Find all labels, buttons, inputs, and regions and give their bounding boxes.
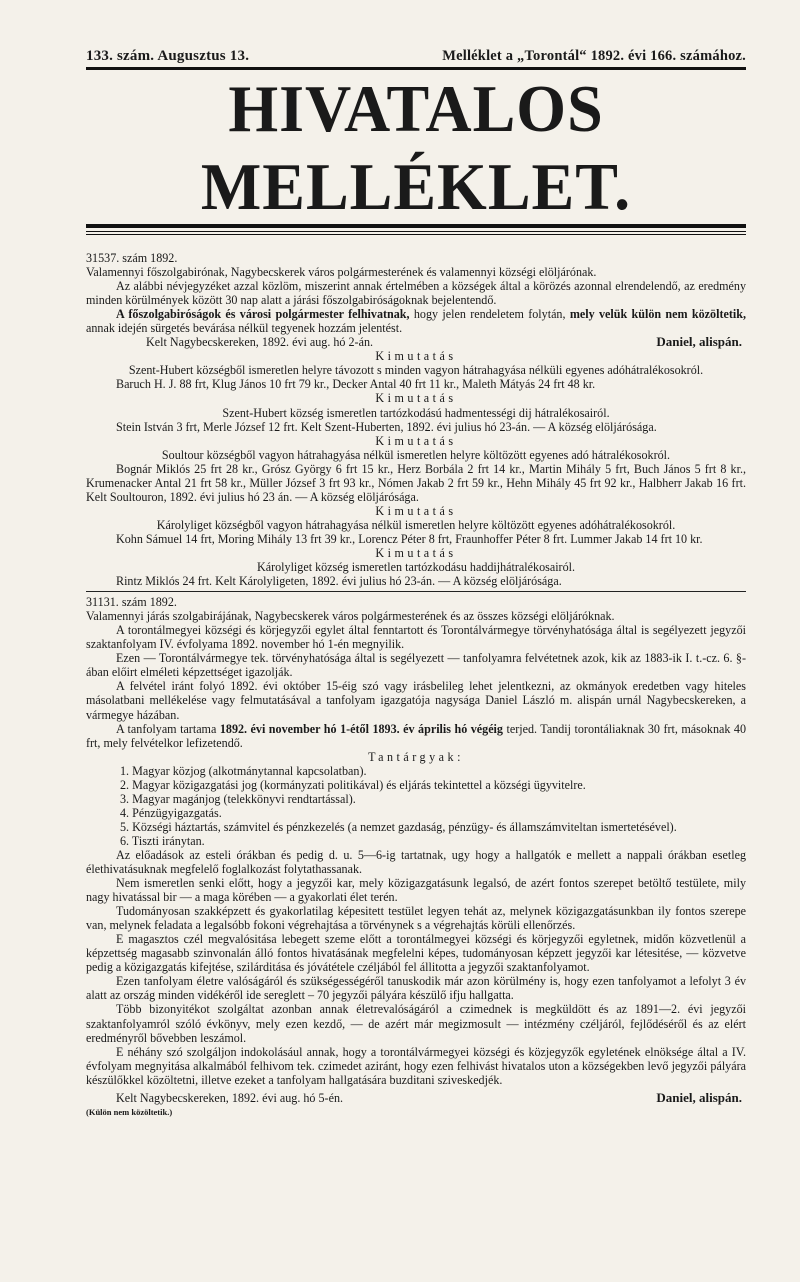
notice-paragraph: E néhány szó szolgáljon indokolásául annak, hogy a torontálvármegyei községi és közjegyzők egyletének elnöksége által a IV. évfolyam megnyitása alkalmából felhivom tek. czimedet aziránt, hogy ezen felhivást hivatalos uton a községekben levő jegyzői pályára készülőkkel közöltetni, illetve ezeket a tanfolyam hallgatására buzditani sziveskedjék. — [86, 1044, 746, 1087]
subject-item: 5. Községi háztartás, számvitel és pénzkezelés (a nemzet gazdaság, pénzügy- és államszámviteltan ismertetésével). — [120, 819, 677, 834]
subject-item: 6. Tiszti iránytan. — [120, 833, 205, 848]
list-entries: Kohn Sámuel 14 frt, Moring Mihály 13 frt 39 kr., Lorencz Péter 8 frt, Fraunhoffer Péter 8 frt. Lummer Jakab 14 frt 10 kr. — [116, 531, 703, 546]
notice-paragraph: Az alábbi névjegyzéket azzal közlöm, miszerint annak értelmében a községek által a körözés azonnal elrendelendő, az eredmény minden körülmények között 30 nap alatt a járási főszolgabiróságoknak bejelentendő. — [86, 279, 746, 308]
notice-paragraph: A torontálmegyei községi és körjegyzői egylet által fenntartott és Torontálvármegye törvényhatósága által is segélyezett jegyzői szaktanfolyam IV. évfolyama 1892. november hó 1-én megnyilik. — [86, 623, 746, 652]
text-phrase: annak idején sürgetés bevárása nélkül tegyenek hozzám jelentést. — [86, 321, 403, 336]
signature: Daniel, alispán. — [656, 1089, 742, 1105]
list-entries: Bognár Miklós 25 frt 28 kr., Grósz György 6 frt 15 kr., Herz Borbála 2 frt 14 kr., Martin Mihály 5 frt, Buch János 5 frt 8 kr., Krumenacker Antal 21 frt 58 kr., Müller József 3 frt 93 kr., Nómen Jakab 2 frt 59 kr., Hehn Mihály 45 frt 92 kr., Halbherr Jakab 16 frt. Kelt Soultouron, 1892. évi julius hó 23 án. — A község elöljárósága. — [86, 461, 746, 504]
issue-number: 133. szám. Augusztus 13. — [86, 48, 250, 64]
notice-addressee: Valamennyi főszolgabirónak, Nagybecskerek város polgármesterének és valamennyi községi elöljárónak. — [86, 265, 597, 280]
supplement-note: Melléklet a „Torontál“ 1892. évi 166. számához. — [442, 48, 746, 64]
signature: Daniel, alispán. — [656, 334, 742, 350]
bold-phrase: 1892. évi november hó 1-étől 1893. év április hó végéig — [219, 721, 503, 736]
masthead-rule-thin — [86, 231, 746, 232]
list-description: Szent-Hubert község ismeretlen tartózkodású hadmentességi dij hátralékosairól. — [222, 405, 610, 420]
text-phrase: A tanfolyam tartama — [116, 721, 217, 736]
document-body — [86, 251, 746, 1119]
text-phrase: terjed. Tandij torontáliaknak 30 frt, másoknak 40 frt, mely felvételkor lefizetendő. — [86, 721, 746, 750]
list-entries: Rintz Miklós 24 frt. Kelt Károlyligeten, 1892. évi julius hó 23-án. — A község elöljárósága. — [116, 574, 562, 589]
text-phrase: hogy jelen rendeletem folytán, — [413, 307, 566, 322]
list-title: Kimutatás — [375, 391, 457, 406]
notice-paragraph: Ezen — Torontálvármegye tek. törvényhatósága által is segélyezett — tanfolyamra felvétetnek azok, kik az 1883-ik I. t.-cz. 6. §-ában előirt elméleti képzettséget igazolják. — [86, 651, 746, 680]
list-entries: Stein István 3 frt, Merle József 12 frt. Kelt Szent-Huberten, 1892. évi julius hó 23-án. — A község elöljárósága. — [116, 419, 657, 434]
notice-number: 31537. szám 1892. — [86, 251, 178, 265]
masthead-rule-thin-2 — [86, 234, 746, 235]
place-date: Kelt Nagybecskereken, 1892. évi aug. hó 2-án. — [146, 335, 374, 350]
notice-paragraph — [86, 722, 746, 750]
notice-number: 31131. szám 1892. — [86, 595, 177, 610]
notice-paragraph: Az előadások az esteli órákban és pedig d. u. 5—6-ig tartatnak, ugy hogy a hallgatók e mellett a nappali órákban esetleg élethivatásuknak megfelelő foglalkozást folytathassanak. — [86, 847, 746, 877]
issue-header — [86, 0, 746, 65]
subjects-list — [86, 764, 746, 848]
list-description: Soultour községből vagyon hátrahagyása nélkül ismeretlen helyre költözött egyenes adó hátralékosokról. — [161, 447, 671, 462]
subject-item: 2. Magyar közigazgatási jog (kormányzati politikával) és eljárás tekintettel a községi ügyvitelre. — [120, 777, 586, 792]
signature-row — [86, 1091, 746, 1105]
subject-item: 4. Pénzügyigazgatás. — [120, 805, 222, 820]
list-title: Kimutatás — [375, 349, 457, 364]
subject-item: 3. Magyar magánjog (telekkönyvi rendtartással). — [120, 791, 356, 806]
notice-paragraph: Ezen tanfolyam életre valóságáról és szükségességéről tanuskodik már azon körülmény is, hogy ezen tanfolyamot a lefolyt 3 év alatt az ország minden vidékéről ide sereglett – 70 jegyzői pályára készülő ifju hallgatta. — [86, 974, 746, 1003]
list-description: Károlyliget községből vagyon hátrahagyása nélkül ismeretlen helyre költözött egyenes adóhátralékosokról. — [156, 517, 676, 532]
list-title: Kimutatás — [375, 545, 457, 560]
notice-paragraph: E magasztos czél megvalósitása lebegett szeme előtt a torontálmegyei községi és körjegyzői egyletnek, midőn közvetlenül a képzettség magasabb szinvonalán álló fontos hivatásának megfelelni képes, tudományosan képzett jegyzői kar létesitése, — közvetve pedig a közigazgatás kifejtése, szilárditása és jóvátétele czéljából fel állitotta a jegyzői szaktanfolyamot. — [86, 932, 746, 975]
notice-paragraph: Több bizonyitékot szolgáltat azonban annak életrevalóságáról a czimednek is megküldött és az 1891—2. évi jegyzői szaktanfolyamról szóló évkönyv, mely ezen kezdő, — de azért már megizmosult — intézmény czéljáról, fejlődéséről és az elért eredményről bővebben leszámol. — [86, 1002, 746, 1045]
place-date: Kelt Nagybecskereken, 1892. évi aug. hó 5-én. — [116, 1090, 344, 1105]
section-divider — [86, 591, 746, 592]
list-title: Kimutatás — [375, 433, 457, 448]
notice-paragraph — [86, 307, 746, 335]
list-entries: Baruch H. J. 88 frt, Klug János 10 frt 79 kr., Decker Antal 40 frt 11 kr., Maleth Mátyás 24 frt 48 kr. — [116, 377, 596, 392]
notice-paragraph: Nem ismeretlen senki előtt, hogy a jegyzői kar, mely közigazgatásunk legalsó, de azért fontos szerepet betöltő testülete, mily nagy hivatással bir — a maga körében — a gyakorlati élet terén. — [86, 876, 746, 905]
notice-paragraph: A felvétel iránt folyó 1892. évi október 15-éig szó vagy irásbelileg lehet jelentkezni, az okmányok eredetben vagy hiteles másolatbani mellékelése vagy felmutatásával a tanfolyam igazgatója nagysága Daniel László m. alispán urnál Nagybecskereken, a vármegye házában. — [86, 679, 746, 722]
notice-addressee: Valamennyi járás szolgabirájának, Nagybecskerek város polgármesterének és az összes községi elöljáróknak. — [86, 609, 615, 624]
subjects-title: Tantárgyak: — [368, 749, 464, 764]
list-description: Szent-Hubert községből ismeretlen helyre távozott s minden vagyon hátrahagyása nélküli egyenes adóhátralékosokról. — [128, 363, 704, 378]
bold-phrase: A főszolgabiróságok és városi polgármester felhivatnak, — [116, 307, 410, 322]
bold-phrase: mely velük külön nem közöltetik, — [569, 307, 746, 322]
list-description: Károlyliget község ismeretlen tartózkodásu haddijhátralékosairól. — [256, 560, 576, 575]
subject-item: 1. Magyar közjog (alkotmánytannal kapcsolatban). — [120, 763, 367, 778]
signature-row — [86, 335, 746, 349]
notice-paragraph: Tudományosan szakképzett és gyakorlatilag képesitett testület legyen tehát az, melynek közigazgatásunkban ily fontos szerepe van, melynek feladata a legalsóbb fokoni végrehajtása a törvénynek s a végrehajtás körüli ellenőrzés. — [86, 904, 746, 933]
masthead-title: HIVATALOS MELLÉKLET. — [200, 71, 632, 224]
footnote: (Külön nem közöltetik.) — [86, 1106, 173, 1117]
list-title: Kimutatás — [375, 503, 457, 518]
